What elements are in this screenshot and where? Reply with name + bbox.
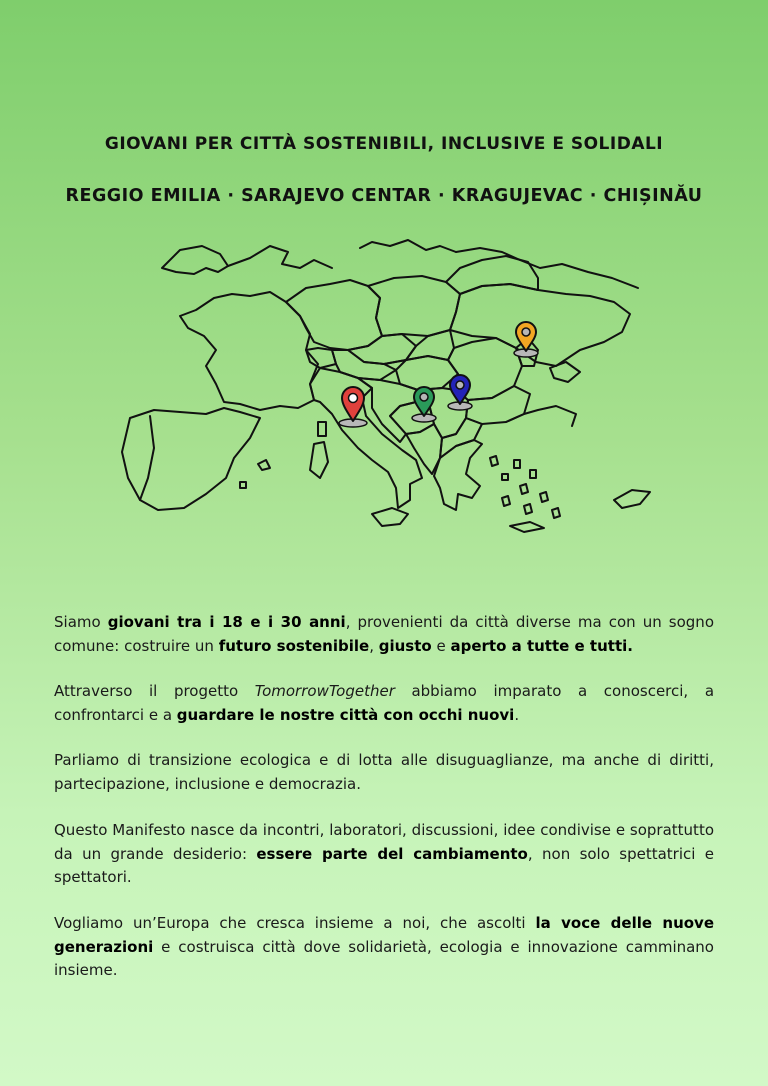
paragraph-europe: Vogliamo un’Europa che cresca insieme a noi, che ascolti la voce delle nuove generazioni e costruisca città dove solidarietà, ecologia e innovazione camminano insieme. [54,914,715,979]
map-north-sea-coast [228,246,332,268]
cities-subtitle: REGGIO EMILIA · SARAJEVO CENTAR · KRAGUJEVAC · CHIȘINĂU [65,186,703,206]
map-germany [286,280,382,350]
page-title: GIOVANI PER CITTÀ SOSTENIBILI, INCLUSIVE E SOLIDALI [104,134,664,154]
map-britain [162,246,228,274]
map-ukraine [450,284,630,366]
map-bulgaria [466,386,530,424]
map-france [180,292,318,410]
pin-chisinau [514,322,538,357]
europe-map [110,238,670,548]
pin-kragujevac [448,375,472,410]
map-aegean-islands [490,456,560,518]
paragraph-manifesto: Questo Manifesto nasce da incontri, laboratori, discussioni, idee condivise e soprattutto da un grande desiderio: essere parte del cambiamento, non solo spettatrici e spettatori. [54,821,715,886]
map-baltic [456,248,638,288]
map-belarus [446,256,538,294]
pin-sarajevo-centar [412,387,436,422]
map-sicily [372,508,408,526]
map-balearic [258,460,270,470]
map-austria [332,350,396,380]
map-portugal-border [140,416,154,500]
map-corsica [318,422,326,436]
map-turkey [506,406,576,426]
map-italy [310,368,422,508]
paragraph-intro: Siamo giovani tra i 18 e i 30 anni, provenienti da città diverse ma con un sogno comune: costruire un futuro sostenibile, giusto e aperto a tutte e tutti. [54,613,714,655]
map-scandinavia [360,240,456,252]
map-poland [368,276,460,336]
map-cyprus [614,490,650,508]
paragraph-topics: Parliamo di transizione ecologica e di lotta alle disuguaglianze, ma anche di diritti, partecipazione, inclusione e democrazia. [54,751,714,793]
map-crete [510,522,544,532]
map-sardinia [310,442,328,478]
map-slovenia-croatia [358,378,418,442]
map-island-1 [240,482,246,488]
paragraph-project: Attraverso il progetto TomorrowTogether abbiamo imparato a conoscerci, a confrontarci e a guardare le nostre città con occhi nuovi. [54,682,715,724]
pin-reggio-emilia [339,387,367,427]
